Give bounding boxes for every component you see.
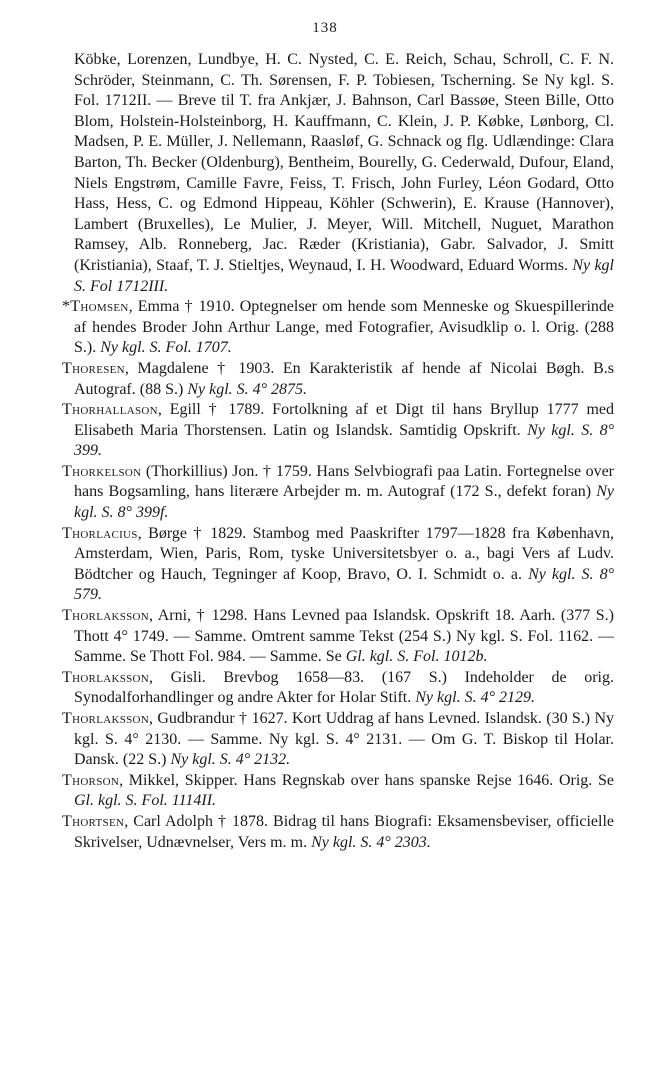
entry-text: , Gudbrandur † 1627. Kort Uddrag af hans Levned. Islandsk. (30 S.) Ny kgl. S. 4° 2130. — Samme. Ny kgl. S. 4° 2131. — Om G. T. Biskop til Holar. Dansk. (22 S.) (74, 710, 614, 769)
entry-text: , Børge † 1829. Stambog med Paaskrifter 1797—1828 fra København, Amsterdam, Wien, Paris, Rom, tyske Universitetsbyer o. a., bagi Vers af Ludv. Bödtcher og Hauch, Tegninger af Koop, Bravo, O. I. Schmidt o. a. (74, 524, 614, 583)
entry-name: Thorhallason (62, 401, 158, 419)
shelf-mark: Ny kgl. S. 4° 2303. (311, 833, 431, 851)
catalogue-entry-thorhallason (62, 400, 614, 462)
shelf-mark: Gl. kgl. S. Fol. 1012b. (345, 648, 488, 666)
entry-text: , Arni, † 1298. Hans Levned paa Islandsk. Opskrift 18. Aarh. (377 S.) Thott 4° 1749. — Samme. Omtrent samme Tekst (254 S.) Ny kgl. S. Fol. 1162. — Samme. Se Thott Fol. 984. — Samme. Se (74, 607, 614, 666)
entry-name: Thorlaksson (62, 710, 150, 727)
shelf-mark: Ny kgl. S. 8° 399f. (74, 483, 615, 522)
catalogue-entry-thomsen (62, 297, 614, 359)
entry-text: , Egill † 1789. Fortolkning af et Digt til hans Bryllup 1777 med Elisabeth Maria Thorstensen. Latin og Islandsk. Samtidig Opskrift. (74, 401, 614, 439)
catalogue-entry-thoresen (62, 359, 614, 400)
entry-text: , Mikkel, Skipper. Hans Regnskab over hans spanske Rejse 1646. Orig. Se (119, 771, 614, 789)
entry-text: , Gisli. Brevbog 1658—83. (167 S.) Indeholder de orig. Synodalforhandlinger og andre Akter for Holar Stift. (74, 668, 614, 707)
shelf-mark: Ny kgl. S. 4° 2129. (415, 689, 535, 707)
entry-name: Thortsen (62, 812, 125, 830)
continued-entry-text: Köbke, Lorenzen, Lundbye, H. C. Nysted, C. E. Reich, Schau, Schroll, C. F. N. Schröder, Steinmann, C. Th. Sørensen, F. P. Tobiesen, Tscherning. Se Ny kgl. S. Fol. 1712II. — Breve til T. fra Ankjær, J. Bahnson, Carl Bassøe, Steen Bille, Otto Blom, Holstein-Holsteinborg, H. Kauffmann, C. Klein, J. P. Købke, Lønborg, Cl. Madsen, P. E. Müller, J. Nellemann, Raasløf, G. Schnack og flg. Udlændinge: Clara Barton, Th. Becker (Oldenburg), Bentheim, Bourelly, G. Cederwald, Dufour, Eland, Niels Engstrøm, Camille Favre, Feiss, T. Frisch, John Furley, Léon Godard, Otto Hass, Hess, C. og Edmond Hippeau, Köhler (Schwerin), E. Krause (Hannover), Lambert (Bruxelles), Le Mulier, J. Meyer, Will. Mitchell, Nuguet, Marathon Ramsey, Alb. Ronneberg, Jac. Ræder (Kristiania), Gabr. Salvador, J. Smitt (Kristiania), Staaf, T. J. Stieltjes, Weynaud, I. H. Woodward, Eduard Worms. (74, 51, 614, 274)
page-number: 138 (312, 20, 338, 36)
shelf-mark: Ny kgl. S. 4° 2132. (170, 751, 291, 769)
entry-text: , Emma † 1910. Optegnelser om hende som Menneske og Skuespillerinde af hendes Broder John Arthur Lange, med Fotografier, Avisudklip o. l. Orig. (288 S.). (74, 298, 614, 357)
catalogue-entry-thorlaksson-gisli (62, 668, 614, 709)
shelf-mark: Ny kgl. S. 4° 2875. (187, 380, 308, 398)
catalogue-entry-thorlaksson-arni (62, 606, 614, 668)
shelf-mark: Ny kgl. S. 8° 579. (74, 565, 615, 604)
catalogue-entry-thorlaksson-gudbrandur (62, 709, 614, 771)
continued-entry (62, 50, 614, 297)
catalogue-body (62, 50, 614, 853)
catalogue-entry-thorson (62, 771, 614, 812)
entry-text: , Magdalene † 1903. En Karakteristik af hende af Nicolai Bøgh. B.s Autograf. (88 S.) (74, 359, 614, 398)
shelf-mark: Gl. kgl. S. Fol. 1114II. (74, 792, 217, 810)
catalogue-entry-thorlacius (62, 524, 614, 606)
entry-text: , Carl Adolph † 1878. Bidrag til hans Biografi: Eksamensbeviser, officielle Skrivelser, Udnævnelser, Vers m. m. (74, 812, 614, 851)
catalogue-entry-thortsen (62, 812, 614, 853)
shelf-mark: Ny kgl. S. Fol. 1707. (100, 339, 232, 357)
entry-name: Thorlacius (62, 524, 138, 542)
entry-name: Thorlaksson (62, 607, 150, 625)
entry-name: Thorkelson (62, 462, 142, 480)
entry-name: Thorson (62, 771, 120, 789)
shelf-mark: Ny kgl S. Fol 1712III. (74, 256, 614, 295)
catalogue-entry-thorkelson (62, 462, 614, 524)
entry-name: *Thomsen (62, 298, 129, 316)
entry-name: Thoresen (62, 359, 125, 377)
entry-name: Thorlaksson (62, 668, 150, 686)
entry-text: (Thorkillius) Jon. † 1759. Hans Selvbiografi paa Latin. Fortegnelse over hans Bogsamling, hans literære Arbejder m. m. Autograf (172 S., defekt foran) (74, 462, 614, 501)
shelf-mark: Ny kgl. S. 8° 399. (74, 421, 615, 460)
